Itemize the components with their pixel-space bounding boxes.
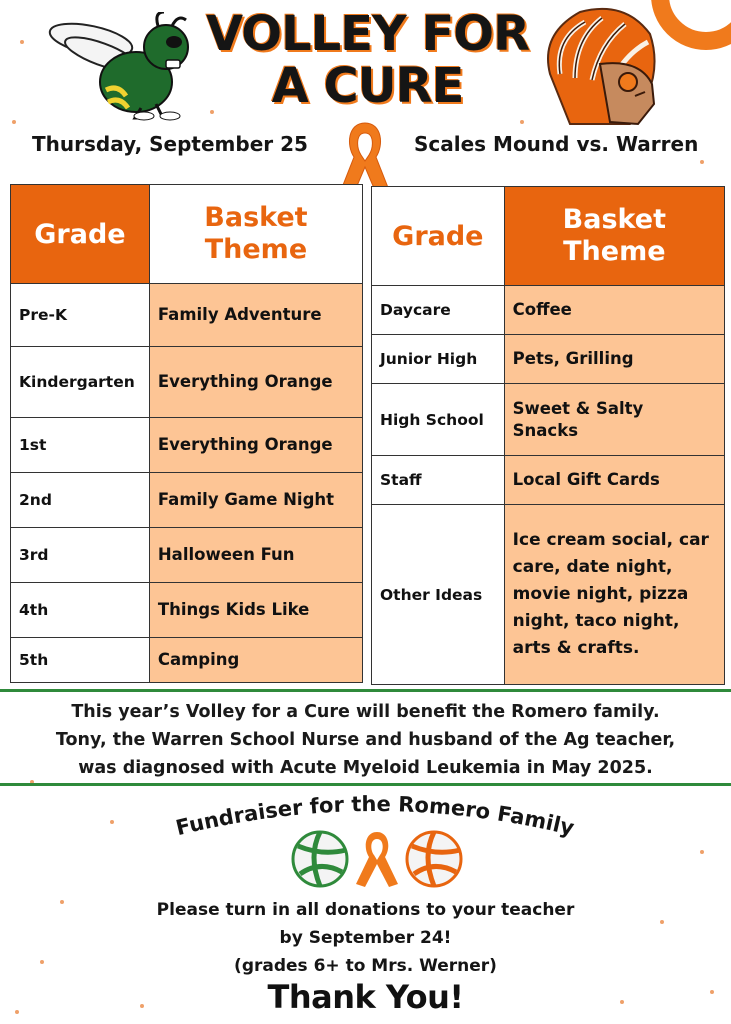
donation-line-3: (grades 6+ to Mrs. Werner) <box>234 956 497 976</box>
grade-cell: Pre-K <box>11 284 150 347</box>
right-basket-table <box>371 186 725 685</box>
theme-cell: Family Adventure <box>149 284 362 347</box>
grade-cell: 5th <box>11 638 150 683</box>
divider-top <box>0 689 731 692</box>
table-row <box>11 418 363 473</box>
table-row <box>11 347 363 418</box>
theme-cell: Local Gift Cards <box>504 456 724 505</box>
right-header-theme: Basket Theme <box>504 187 724 286</box>
table-row <box>11 638 363 683</box>
theme-cell: Everything Orange <box>149 347 362 418</box>
theme-cell: Ice cream social, car care, date night, movie night, pizza night, taco night, arts & crafts. <box>504 505 724 685</box>
theme-cell: Camping <box>149 638 362 683</box>
fundraiser-title-text: Fundraiser for the Romero Family <box>173 792 577 841</box>
fundraiser-icons <box>290 826 465 888</box>
benefit-paragraph <box>40 698 691 782</box>
theme-cell: Everything Orange <box>149 418 362 473</box>
theme-cell: Things Kids Like <box>149 583 362 638</box>
theme-cell: Sweet & Salty Snacks <box>504 384 724 456</box>
theme-cell: Pets, Grilling <box>504 335 724 384</box>
grade-cell: Staff <box>372 456 505 505</box>
theme-cell: Family Game Night <box>149 473 362 528</box>
table-row <box>11 583 363 638</box>
right-header-grade: Grade <box>372 187 505 286</box>
theme-cell: Halloween Fun <box>149 528 362 583</box>
table-row <box>11 528 363 583</box>
divider-bottom <box>0 783 731 786</box>
grade-cell: Junior High <box>372 335 505 384</box>
table-row <box>11 284 363 347</box>
event-date: Thursday, September 25 <box>32 132 308 156</box>
thank-you-text: Thank You! <box>267 978 464 1016</box>
table-row <box>372 456 725 505</box>
donation-instructions <box>90 896 641 980</box>
grade-cell: 3rd <box>11 528 150 583</box>
title-line-2: A CURE <box>271 58 464 114</box>
matchup: Scales Mound vs. Warren <box>414 132 699 156</box>
grade-cell: Kindergarten <box>11 347 150 418</box>
grade-cell: High School <box>372 384 505 456</box>
volleyball-icon <box>407 832 461 886</box>
grade-cell: Other Ideas <box>372 505 505 685</box>
volleyball-icon <box>293 832 347 886</box>
benefit-line-2: Tony, the Warren School Nurse and husband of the Ag teacher, <box>55 730 676 750</box>
theme-cell: Coffee <box>504 286 724 335</box>
headdress-mascot-icon <box>530 4 665 132</box>
donation-line-1: Please turn in all donations to your teacher <box>156 900 575 920</box>
hornet-mascot-icon <box>46 12 206 122</box>
grade-cell: Daycare <box>372 286 505 335</box>
table-row <box>372 286 725 335</box>
table-row <box>372 505 725 685</box>
left-basket-table <box>10 184 363 683</box>
benefit-line-1: This year’s Volley for a Cure will benefit the Romero family. <box>71 702 660 722</box>
table-row <box>372 335 725 384</box>
left-header-grade: Grade <box>11 185 150 284</box>
grade-cell: 2nd <box>11 473 150 528</box>
table-row <box>372 384 725 456</box>
title-line-1: VOLLEY FOR <box>205 6 530 62</box>
grade-cell: 1st <box>11 418 150 473</box>
benefit-line-3: was diagnosed with Acute Myeloid Leukemia in May 2025. <box>78 758 653 778</box>
grade-cell: 4th <box>11 583 150 638</box>
page-title <box>195 8 540 112</box>
table-row <box>11 473 363 528</box>
donation-line-2: by September 24! <box>279 928 452 948</box>
awareness-ribbon-icon <box>356 832 398 887</box>
left-header-theme: Basket Theme <box>149 185 362 284</box>
